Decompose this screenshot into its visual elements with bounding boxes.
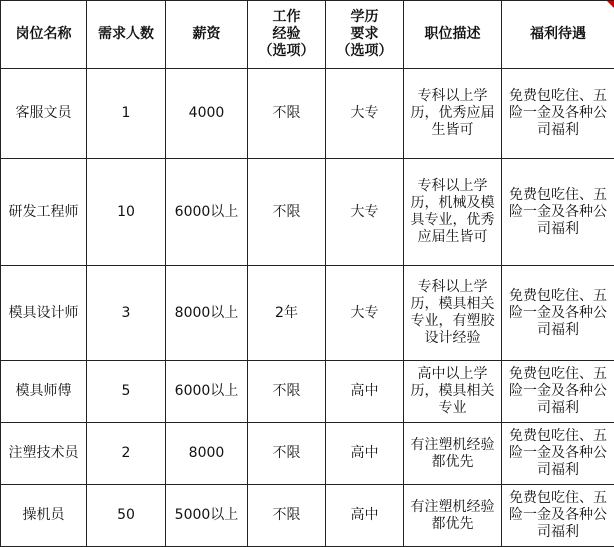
cell-welfare: 免费包吃住、五险一金及各种公司福利 [502,361,614,423]
cell-salary: 6000以上 [166,159,248,266]
header-experience: 工作 经验 （选项） [248,1,326,69]
cell-experience: 2年 [248,266,326,361]
cell-experience: 不限 [248,159,326,266]
cell-welfare: 免费包吃住、五险一金及各种公司福利 [502,266,614,361]
cell-description: 高中以上学历，模具相关专业 [404,361,502,423]
cell-position: 研发工程师 [1,159,87,266]
cell-education: 高中 [326,485,404,547]
header-welfare [502,1,614,69]
cell-count: 2 [87,423,166,485]
header-row [1,1,614,69]
cell-welfare: 免费包吃住、五险一金及各种公司福利 [502,159,614,266]
cell-welfare: 免费包吃住、五险一金及各种公司福利 [502,485,614,547]
table-row [1,266,614,361]
cell-experience: 不限 [248,485,326,547]
cell-welfare: 免费包吃住、五险一金及各种公司福利 [502,423,614,485]
header-description: 职位描述 [404,1,502,69]
cell-position: 注塑技术员 [1,423,87,485]
cell-education: 高中 [326,423,404,485]
header-count: 需求人数 [87,1,166,69]
cell-description: 专科以上学历，机械及模具专业，优秀应届生皆可 [404,159,502,266]
cell-experience: 不限 [248,423,326,485]
header-position: 岗位名称 [1,1,87,69]
cell-position: 模具设计师 [1,266,87,361]
cell-position: 操机员 [1,485,87,547]
cell-count: 50 [87,485,166,547]
cell-position: 客服文员 [1,69,87,159]
cell-experience: 不限 [248,69,326,159]
cell-education: 大专 [326,266,404,361]
header-salary: 薪资 [166,1,248,69]
table-row [1,423,614,485]
cell-salary: 6000以上 [166,361,248,423]
table-row [1,361,614,423]
table-row [1,485,614,547]
cell-count: 5 [87,361,166,423]
cell-education: 大专 [326,69,404,159]
header-welfare-label: 福利待遇 [530,26,586,42]
cell-description: 有注塑机经验都优先 [404,423,502,485]
cell-description: 专科以上学历，模具相关专业，有塑胶设计经验 [404,266,502,361]
cell-salary: 8000以上 [166,266,248,361]
cell-description: 有注塑机经验都优先 [404,485,502,547]
cell-experience: 不限 [248,361,326,423]
cell-salary: 4000 [166,69,248,159]
cell-position: 模具师傅 [1,361,87,423]
cell-salary: 8000 [166,423,248,485]
cell-count: 10 [87,159,166,266]
cell-education: 高中 [326,361,404,423]
cell-count: 3 [87,266,166,361]
header-education: 学历 要求 （选项） [326,1,404,69]
cell-education: 大专 [326,159,404,266]
table-row [1,159,614,266]
cell-salary: 5000以上 [166,485,248,547]
cell-count: 1 [87,69,166,159]
cell-welfare: 免费包吃住、五险一金及各种公司福利 [502,69,614,159]
table-row [1,69,614,159]
cell-description: 专科以上学历，优秀应届生皆可 [404,69,502,159]
comment-corner-mark [607,1,614,8]
